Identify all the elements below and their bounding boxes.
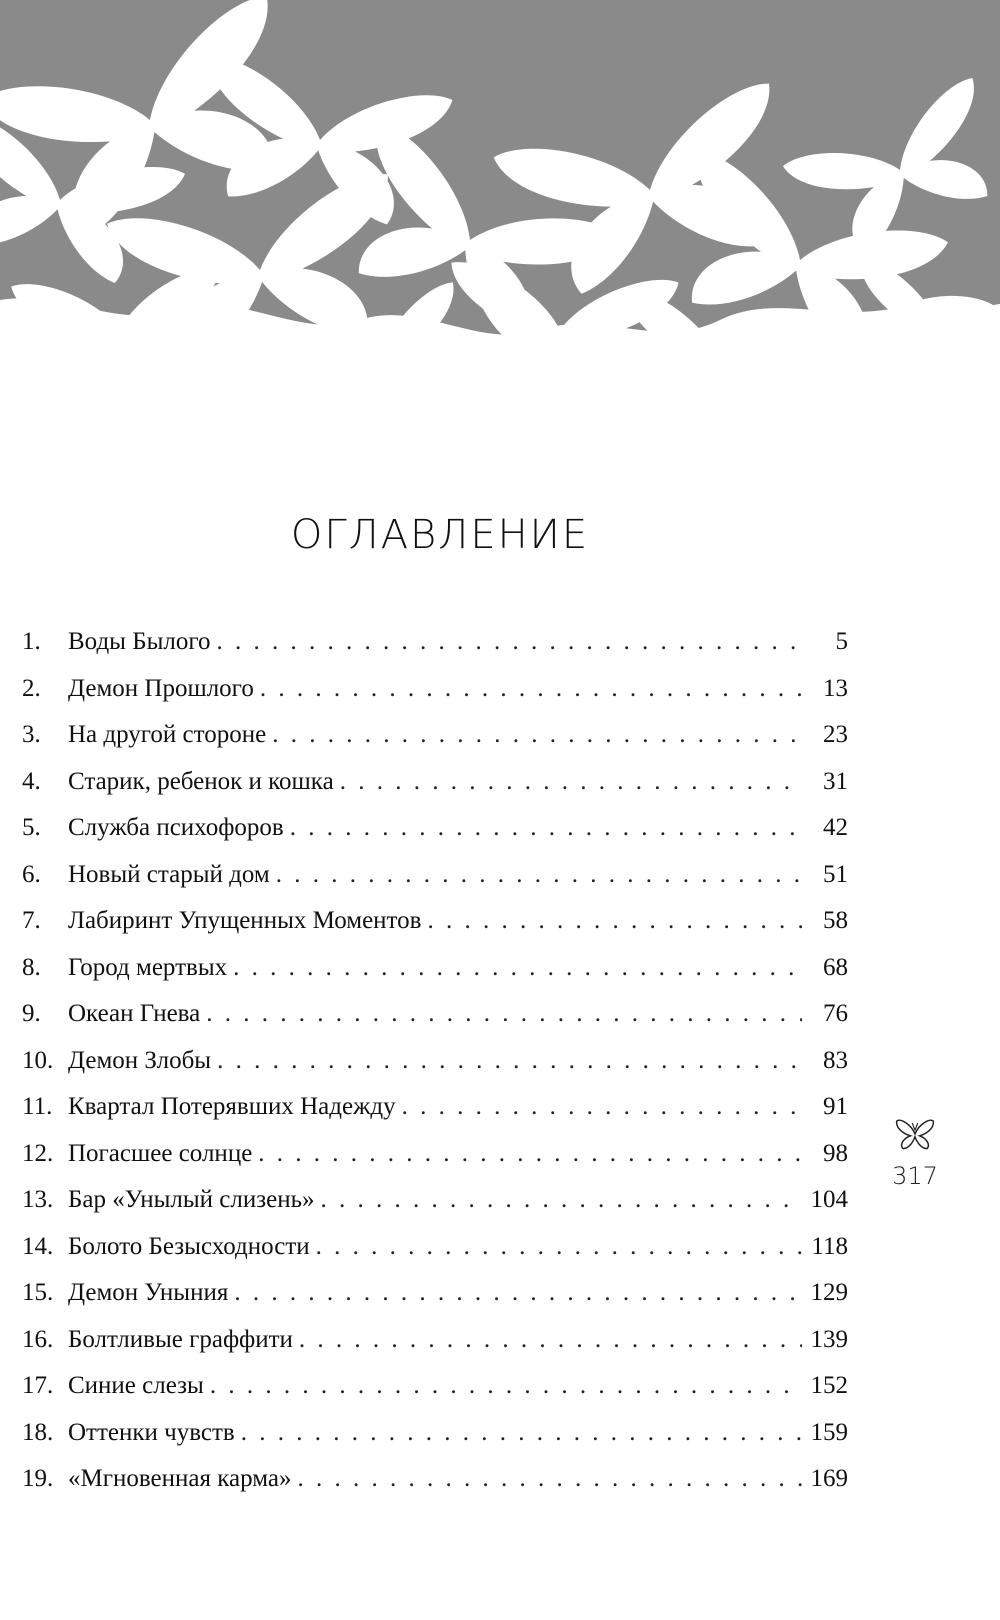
toc-dot-leader (299, 1326, 802, 1354)
toc-entry-title: Болото Безысходности (68, 1232, 310, 1260)
page-number: 317 (892, 1162, 938, 1190)
toc-entry-number: 5. (22, 814, 41, 841)
toc-entry-number: 12. (22, 1139, 54, 1167)
toc-entry (22, 768, 848, 815)
toc-dot-leader (427, 907, 802, 935)
toc-entry (22, 628, 848, 675)
toc-entry (22, 1000, 848, 1047)
toc-dot-leader (297, 1465, 802, 1493)
toc-entry-number: 2. (22, 674, 41, 702)
toc-dot-leader (320, 1186, 802, 1214)
toc-dot-leader (217, 1047, 802, 1075)
table-of-contents (22, 628, 848, 1512)
toc-entry-number: 7. (22, 907, 41, 934)
toc-entry-page: 76 (823, 1000, 848, 1027)
toc-entry-title: Служба психофоров (68, 814, 284, 841)
toc-entry-page: 118 (811, 1232, 848, 1260)
toc-entry-page: 58 (823, 907, 848, 934)
toc-entry-page: 91 (823, 1093, 848, 1120)
toc-entry (22, 1047, 848, 1094)
toc-entry (22, 907, 848, 954)
toc-dot-leader (340, 768, 802, 796)
toc-entry (22, 1465, 848, 1512)
toc-entry-number: 16. (22, 1325, 54, 1353)
toc-dot-leader (241, 1419, 802, 1447)
toc-entry-page: 98 (823, 1139, 848, 1167)
toc-entry-title: Воды Былого (68, 628, 211, 655)
toc-entry-number: 9. (22, 1000, 41, 1027)
butterfly-icon (893, 1115, 937, 1153)
toc-entry-page: 169 (810, 1465, 848, 1492)
toc-entry-title: Синие слезы (68, 1372, 204, 1399)
toc-entry-title: Квартал Потерявших Надежду (68, 1093, 396, 1120)
toc-dot-leader (216, 628, 802, 656)
toc-entry-number: 6. (22, 860, 41, 888)
toc-entry-page: 104 (810, 1186, 848, 1213)
toc-entry-title: Город мертвых (68, 953, 228, 981)
toc-entry-title: Демон Уныния (68, 1279, 229, 1306)
toc-dot-leader (272, 721, 802, 749)
toc-dot-leader (233, 954, 802, 982)
toc-entry-number: 18. (22, 1418, 54, 1446)
toc-entry (22, 1372, 848, 1419)
toc-entry-title: Лабиринт Упущенных Моментов (68, 907, 422, 934)
toc-entry-page: 51 (823, 860, 848, 888)
toc-dot-leader (402, 1093, 802, 1121)
toc-entry (22, 1186, 848, 1233)
toc-entry (22, 814, 848, 861)
toc-dot-leader (210, 1372, 802, 1400)
toc-entry-number: 4. (22, 767, 41, 795)
toc-entry-number: 14. (22, 1232, 54, 1260)
toc-entry-number: 19. (22, 1465, 54, 1492)
page-title: ОГЛАВЛЕНИЕ (290, 512, 590, 558)
toc-entry-page: 129 (810, 1279, 848, 1306)
toc-entry-page: 23 (823, 721, 848, 748)
toc-dot-leader (234, 1279, 802, 1307)
toc-entry-number: 13. (22, 1186, 54, 1213)
toc-entry (22, 721, 848, 768)
toc-dot-leader (260, 675, 802, 703)
toc-dot-leader (316, 1233, 802, 1261)
toc-dot-leader (276, 861, 802, 889)
toc-entry (22, 1233, 848, 1280)
butterfly-silhouettes-icon (0, 0, 1000, 475)
toc-entry-title: Океан Гнева (68, 1000, 201, 1027)
toc-entry-title: На другой стороне (68, 721, 267, 748)
toc-entry-title: Бар «Унылый слизень» (68, 1186, 315, 1213)
toc-entry (22, 1279, 848, 1326)
toc-entry-number: 11. (22, 1093, 53, 1120)
butterfly-banner (0, 0, 1000, 475)
toc-entry-page: 31 (823, 767, 848, 795)
toc-entry-title: Погасшее солнце (68, 1139, 253, 1167)
toc-entry-title: Болтливые граффити (68, 1325, 293, 1353)
toc-entry (22, 1419, 848, 1466)
toc-entry-title: Демон Прошлого (68, 674, 254, 702)
toc-entry (22, 1093, 848, 1140)
toc-entry-page: 139 (810, 1325, 848, 1353)
toc-entry-page: 13 (823, 674, 848, 702)
toc-entry-page: 152 (810, 1372, 848, 1399)
toc-entry-number: 1. (22, 628, 41, 655)
toc-dot-leader (258, 1140, 802, 1168)
toc-entry-page: 68 (823, 953, 848, 981)
toc-entry-page: 5 (835, 628, 848, 655)
toc-dot-leader (290, 814, 802, 842)
page-folio (875, 1115, 955, 1190)
toc-entry-title: Оттенки чувств (68, 1418, 235, 1446)
toc-entry-title: «Мгновенная карма» (68, 1465, 292, 1492)
toc-entry-title: Старик, ребенок и кошка (68, 767, 334, 795)
toc-entry-title: Демон Злобы (68, 1046, 212, 1074)
toc-entry (22, 675, 848, 722)
toc-entry-number: 3. (22, 721, 41, 748)
toc-entry-number: 17. (22, 1372, 54, 1399)
toc-entry-number: 10. (22, 1046, 54, 1074)
toc-entry-page: 42 (823, 814, 848, 841)
toc-dot-leader (206, 1000, 802, 1028)
toc-entry (22, 1140, 848, 1187)
toc-entry-title: Новый старый дом (68, 860, 270, 888)
toc-entry (22, 861, 848, 908)
toc-entry (22, 1326, 848, 1373)
toc-entry (22, 954, 848, 1001)
toc-entry-page: 83 (823, 1046, 848, 1074)
toc-entry-page: 159 (810, 1418, 848, 1446)
toc-entry-number: 8. (22, 953, 41, 981)
toc-entry-number: 15. (22, 1279, 54, 1306)
